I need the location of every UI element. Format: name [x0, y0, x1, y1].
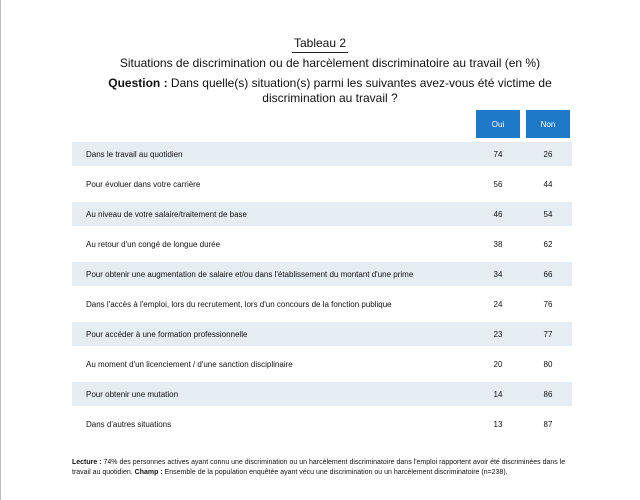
row-label: Au moment d'un licenciement / d'une sanction disciplinaire	[86, 359, 293, 369]
row-oui-value: 46	[493, 209, 503, 219]
column-header-oui: Oui	[476, 110, 520, 138]
table-row	[72, 382, 572, 406]
table-footnote	[72, 458, 568, 478]
row-label: Pour obtenir une mutation	[86, 389, 179, 399]
table-number-label: Tableau 2	[292, 36, 348, 53]
table-row	[72, 142, 572, 166]
row-oui-value: 34	[493, 269, 503, 279]
row-label: Dans le travail au quotidien	[86, 149, 183, 159]
row-non-value: 54	[543, 209, 553, 219]
row-non-value: 77	[543, 329, 553, 339]
row-oui-value: 23	[493, 329, 503, 339]
question-text: Dans quelle(s) situation(s) parmi les suivantes avez-vous été victime de discrimination au travail ?	[170, 76, 552, 105]
table-row	[72, 262, 572, 286]
row-label: Pour obtenir une augmentation de salaire et/ou dans l'établissement du montant d'une prime	[86, 269, 414, 279]
table-number	[0, 36, 640, 50]
question-label: Question :	[108, 76, 168, 90]
champ-text: Ensemble de la population enquêtée ayant vécu une discrimination ou un harcèlement discriminatoire (n=238).	[164, 469, 508, 476]
row-oui-value: 20	[493, 359, 503, 369]
lecture-text: 74% des personnes actives ayant connu une discrimination ou un harcèlement discriminatoire dans l'emploi rapportent avoir été discriminées dans le travail au quotidien.	[72, 459, 566, 476]
row-label: Dans l'accès à l'emploi, lors du recrutement, lors d'un concours de la fonction publique	[86, 299, 392, 309]
column-header-non: Non	[526, 110, 570, 138]
row-oui-value: 56	[493, 179, 503, 189]
table-row	[72, 322, 572, 346]
row-label: Au niveau de votre salaire/traitement de base	[86, 209, 247, 219]
table-row	[72, 352, 572, 376]
row-label: Au retour d'un congé de longue durée	[86, 239, 221, 249]
lecture-label: Lecture :	[72, 459, 102, 466]
table-row	[72, 412, 572, 436]
row-label: Dans d'autres situations	[86, 419, 172, 429]
row-oui-value: 14	[493, 389, 503, 399]
table-row	[72, 232, 572, 256]
table-row	[72, 292, 572, 316]
row-oui-value: 74	[493, 149, 503, 159]
row-label: Pour accéder à une formation professionnelle	[86, 329, 248, 339]
page-edge	[0, 0, 1, 500]
row-non-value: 76	[543, 299, 553, 309]
row-non-value: 66	[543, 269, 553, 279]
champ-label: Champ :	[134, 469, 163, 476]
row-label: Pour évoluer dans votre carrière	[86, 179, 201, 189]
row-non-value: 62	[543, 239, 553, 249]
table-title: Situations de discrimination ou de harcèlement discriminatoire au travail (en %)	[119, 56, 541, 70]
table-row	[72, 202, 572, 226]
row-oui-value: 24	[493, 299, 503, 309]
row-non-value: 87	[543, 419, 553, 429]
row-non-value: 26	[543, 149, 553, 159]
row-non-value: 80	[543, 359, 553, 369]
question	[70, 76, 590, 106]
row-non-value: 86	[543, 389, 553, 399]
row-oui-value: 38	[493, 239, 503, 249]
row-non-value: 44	[543, 179, 553, 189]
table-row	[72, 172, 572, 196]
row-oui-value: 13	[493, 419, 503, 429]
